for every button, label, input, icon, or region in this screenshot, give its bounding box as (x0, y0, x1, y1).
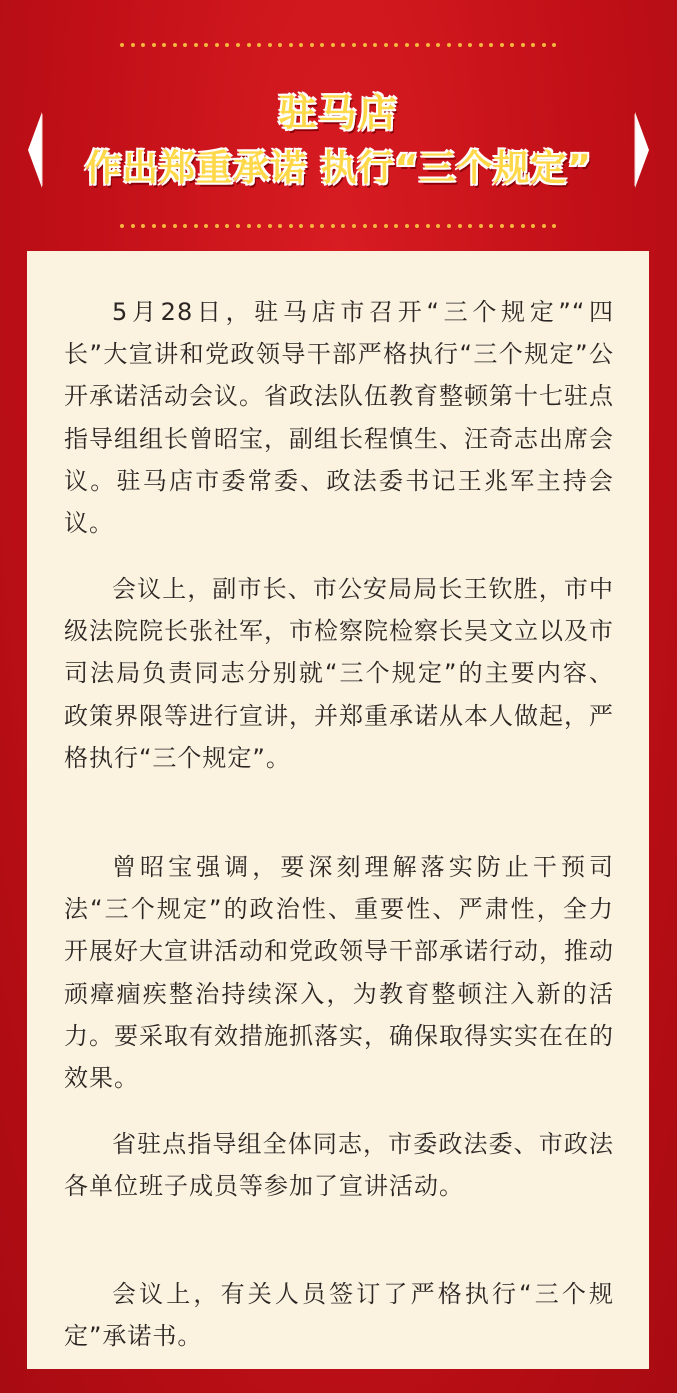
divider-dot (162, 43, 166, 47)
divider-dot (320, 43, 324, 47)
divider-dot (521, 224, 525, 228)
divider-dot (542, 224, 546, 228)
divider-dot (215, 43, 219, 47)
divider-dot (415, 43, 419, 47)
divider-dot (225, 43, 229, 47)
divider-dot (120, 43, 124, 47)
divider-dot (278, 43, 282, 47)
divider-dot (510, 43, 514, 47)
divider-dot (468, 43, 472, 47)
divider-dot (310, 224, 314, 228)
divider-dot (152, 224, 156, 228)
title-city: 驻马店 (278, 91, 399, 135)
divider-dot (352, 43, 356, 47)
divider-dot (141, 224, 145, 228)
article-paragraph: 省驻点指导组全体同志，市委政法委、市政法各单位班子成员等参加了宣讲活动。 (64, 1130, 614, 1201)
divider-dot (152, 43, 156, 47)
divider-dot (331, 43, 335, 47)
divider-dot (479, 43, 483, 47)
divider-dot (363, 224, 367, 228)
divider-dot (289, 43, 293, 47)
divider-dot (341, 43, 345, 47)
divider-dot (236, 43, 240, 47)
divider-dot (225, 224, 229, 228)
top-dot-divider (120, 40, 557, 50)
divider-dot (500, 224, 504, 228)
divider-dot (426, 43, 430, 47)
article-card (27, 251, 649, 1369)
divider-dot (204, 224, 208, 228)
divider-dot (436, 224, 440, 228)
divider-dot (500, 43, 504, 47)
article-paragraph: 5月28日，驻马店市召开“三个规定”“四长”大宣讲和党政领导干部严格执行“三个规定”公开承诺活动会议。省政法队伍教育整顿第十七驻点指导组组长曾昭宝，副组长程慎生、汪奇志出席会议。驻马店市委常委、政法委书记王兆军主持会议。 (64, 298, 614, 538)
divider-dot (552, 43, 556, 47)
divider-dot (299, 224, 303, 228)
divider-dot (468, 224, 472, 228)
divider-dot (394, 43, 398, 47)
divider-dot (215, 224, 219, 228)
divider-dot (436, 43, 440, 47)
divider-dot (384, 224, 388, 228)
divider-dot (373, 43, 377, 47)
divider-dot (173, 43, 177, 47)
divider-dot (552, 224, 556, 228)
divider-dot (247, 43, 251, 47)
bottom-dot-divider (120, 221, 557, 231)
divider-dot (131, 224, 135, 228)
divider-dot (394, 224, 398, 228)
article-paragraph: 会议上，有关人员签订了严格执行“三个规定”承诺书。 (64, 1280, 614, 1351)
title-headline: 作出郑重承诺 执行“三个规定” (85, 148, 592, 189)
divider-dot (320, 224, 324, 228)
divider-dot (173, 224, 177, 228)
divider-dot (363, 43, 367, 47)
divider-dot (289, 224, 293, 228)
divider-dot (120, 224, 124, 228)
divider-dot (183, 43, 187, 47)
divider-dot (299, 43, 303, 47)
divider-dot (447, 43, 451, 47)
divider-dot (204, 43, 208, 47)
divider-dot (331, 224, 335, 228)
article-paragraph: 曾昭宝强调，要深刻理解落实防止干预司法“三个规定”的政治性、重要性、严肃性，全力开展好大宣讲活动和党政领导干部承诺行动，推动顽瘴痼疾整治持续深入，为教育整顿注入新的活力。要采取有效措施抓落实，确保取得实实在在的效果。 (64, 853, 614, 1093)
divider-dot (194, 224, 198, 228)
divider-dot (384, 43, 388, 47)
divider-dot (194, 43, 198, 47)
divider-dot (447, 224, 451, 228)
divider-dot (405, 43, 409, 47)
divider-dot (236, 224, 240, 228)
divider-dot (141, 43, 145, 47)
divider-dot (521, 43, 525, 47)
divider-dot (405, 224, 409, 228)
divider-dot (257, 43, 261, 47)
divider-dot (458, 43, 462, 47)
article-paragraph: 会议上，副市长、市公安局局长王钦胜，市中级法院院长张社军，市检察院检察长吴文立以及市司法局负责同志分别就“三个规定”的主要内容、政策界限等进行宣讲，并郑重承诺从本人做起，严格执行“三个规定”。 (64, 575, 614, 772)
divider-dot (131, 43, 135, 47)
divider-dot (352, 224, 356, 228)
divider-dot (257, 224, 261, 228)
divider-dot (278, 224, 282, 228)
divider-dot (341, 224, 345, 228)
divider-dot (510, 224, 514, 228)
divider-dot (458, 224, 462, 228)
divider-dot (268, 224, 272, 228)
divider-dot (479, 224, 483, 228)
divider-dot (247, 224, 251, 228)
divider-dot (183, 224, 187, 228)
divider-dot (426, 224, 430, 228)
divider-dot (310, 43, 314, 47)
divider-dot (542, 43, 546, 47)
divider-dot (415, 224, 419, 228)
divider-dot (268, 43, 272, 47)
divider-dot (489, 224, 493, 228)
divider-dot (162, 224, 166, 228)
divider-dot (489, 43, 493, 47)
divider-dot (531, 224, 535, 228)
divider-dot (373, 224, 377, 228)
divider-dot (531, 43, 535, 47)
